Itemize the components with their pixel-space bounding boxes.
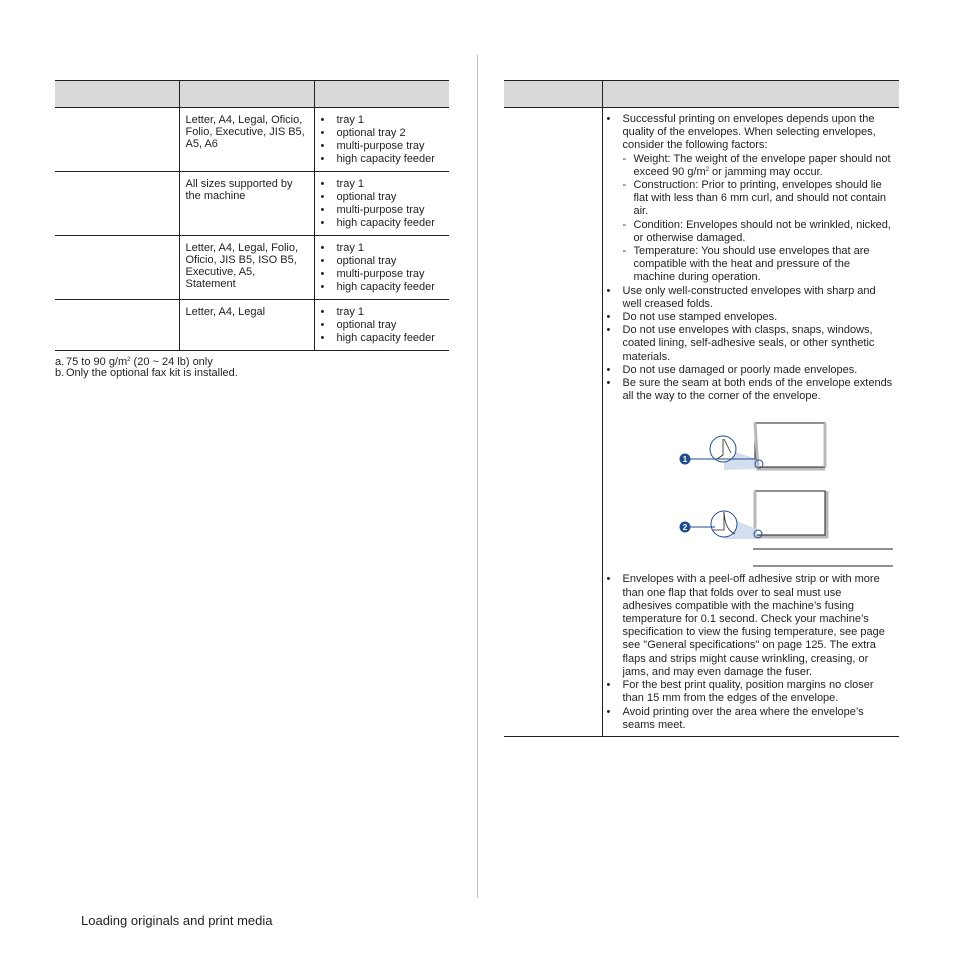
factor-weight-pre: Weight: The weight of the envelope paper should not exceed 90 g/m	[633, 152, 891, 178]
source-item: • optional tray	[321, 191, 444, 204]
factor-weight-superscript: 2	[705, 166, 709, 173]
cell-sources	[314, 108, 449, 172]
factor-list	[623, 153, 894, 285]
table-header-row	[55, 81, 449, 108]
header-sizes	[179, 81, 314, 108]
footnote-b	[55, 368, 238, 379]
guideline-item: • Envelopes with a peel-off adhesive strip or with more than one flap that folds over to seal must use adhesives compatible with the machine’s fusing temperature for 0.1 second. Check your machine’s specification to view the fusing temperature, see page see "General specifications" on page 125. The extra flaps and strips might cause wrinkling, creasing, or jams, and may even damage the fuser.	[607, 573, 894, 679]
cell-sizes: Letter, A4, Legal, Folio, Oficio, JIS B5, ISO B5, Executive, A5, Statement	[179, 236, 314, 300]
cell-type	[504, 108, 602, 737]
cell-sizes: All sizes supported by the machine	[179, 172, 314, 236]
guideline-item: • Be sure the seam at both ends of the envelope extends all the way to the corner of the envelope.	[607, 377, 894, 403]
callout-2-label: 2	[682, 523, 687, 533]
guideline-item: • Do not use damaged or poorly made envelopes.	[607, 364, 894, 377]
footnote-marker: b.	[55, 367, 65, 379]
source-item: • optional tray 2	[321, 127, 444, 140]
footnote-text-post: (20 ~ 24 lb) only	[130, 356, 213, 368]
envelope-guidelines-table	[504, 80, 899, 737]
source-item: • tray 1	[321, 306, 444, 319]
guideline-item: • Do not use envelopes with clasps, snaps, windows, coated lining, self-adhesive seals, or other synthetic materials.	[607, 324, 894, 364]
cell-sizes: Letter, A4, Legal, Oficio, Folio, Executive, JIS B5, A5, A6	[179, 108, 314, 172]
envelope-1	[755, 423, 825, 469]
table-row	[55, 108, 449, 172]
footnote-marker: a.	[55, 356, 65, 368]
cell-type	[55, 108, 179, 172]
source-item: • tray 1	[321, 114, 444, 127]
factor-weight	[623, 153, 894, 179]
media-size-table	[55, 80, 449, 351]
footnote-text: Only the optional fax kit is installed.	[66, 367, 238, 379]
guideline-intro: Successful printing on envelopes depends upon the quality of the envelopes. When selecting envelopes, consider the following factors:	[622, 113, 876, 152]
callout-1-label: 1	[682, 455, 687, 465]
envelope-seam-illustration	[607, 403, 898, 573]
column-divider	[477, 55, 478, 898]
header-sources	[314, 81, 449, 108]
source-item: • multi-purpose tray	[321, 268, 444, 281]
cell-sizes: Letter, A4, Legal	[179, 300, 314, 351]
factor-temperature: - Temperature: You should use envelopes that are compatible with the heat and pressure of the machine during operation.	[623, 245, 894, 285]
footnote-superscript: 2	[127, 357, 131, 363]
table-row	[55, 236, 449, 300]
table-header-row	[504, 81, 899, 108]
footnote-text-pre: 75 to 90 g/m	[66, 356, 128, 368]
cell-type	[55, 300, 179, 351]
footnotes	[55, 357, 238, 379]
factor-condition: - Condition: Envelopes should not be wrinkled, nicked, or otherwise damaged.	[623, 219, 894, 245]
guideline-item: • Avoid printing over the area where the envelope’s seams meet.	[607, 706, 894, 732]
header-type	[504, 81, 602, 108]
table-row	[55, 172, 449, 236]
table-row	[55, 300, 449, 351]
table-row	[504, 108, 899, 737]
guideline-list-after	[607, 573, 894, 731]
source-item: • multi-purpose tray	[321, 204, 444, 217]
cell-guidelines	[602, 108, 899, 737]
source-item: • tray 1	[321, 242, 444, 255]
factor-weight-post: or jamming may occur.	[709, 165, 823, 178]
cell-type	[55, 172, 179, 236]
factor-construction: - Construction: Prior to printing, envelopes should lie flat with less than 6 mm curl, and should not contain air.	[623, 179, 894, 219]
guideline-item: • For the best print quality, position margins no closer than 15 mm from the edges of the envelope.	[607, 679, 894, 705]
source-item: • high capacity feeder	[321, 281, 444, 294]
source-item: • optional tray	[321, 255, 444, 268]
cell-sources	[314, 300, 449, 351]
cell-sources	[314, 236, 449, 300]
guideline-item: • Do not use stamped envelopes.	[607, 311, 894, 324]
source-item: • tray 1	[321, 178, 444, 191]
cell-sources	[314, 172, 449, 236]
source-item: • multi-purpose tray	[321, 140, 444, 153]
cell-type	[55, 236, 179, 300]
source-item: • high capacity feeder	[321, 332, 444, 345]
page-footer: Loading originals and print media	[81, 913, 273, 928]
source-item: • optional tray	[321, 319, 444, 332]
guideline-item	[607, 113, 894, 285]
source-item: • high capacity feeder	[321, 153, 444, 166]
source-item: • high capacity feeder	[321, 217, 444, 230]
envelope-seam-figure	[607, 403, 894, 573]
header-guidelines	[602, 81, 899, 108]
guideline-item: • Use only well-constructed envelopes with sharp and well creased folds.	[607, 285, 894, 311]
header-type	[55, 81, 179, 108]
envelope-2	[755, 491, 827, 537]
